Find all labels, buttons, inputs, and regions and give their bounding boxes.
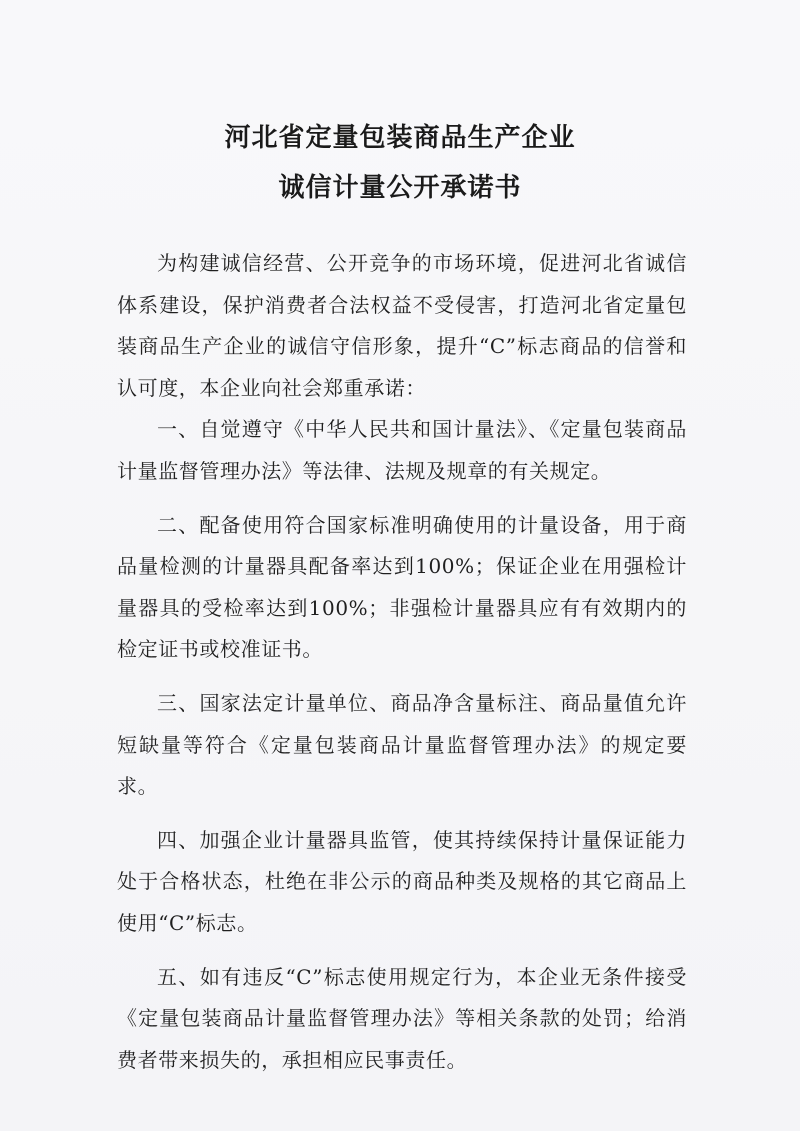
paragraph-intro: 为构建诚信经营、公开竞争的市场环境，促进河北省诚信体系建设，保护消费者合法权益不受侵害，打造河北省定量包装商品生产企业的诚信守信形象，提升“C”标志商品的信誉和认可度，本企业向社会郑重承诺： <box>117 251 687 400</box>
document-title-line1: 河北省定量包装商品生产企业 <box>224 123 576 153</box>
paragraph-item-1: 一、自觉遵守《中华人民共和国计量法》、《定量包装商品计量监督管理办法》等法律、法规及规章的有关规定。 <box>117 417 687 483</box>
paragraph-item-2: 二、配备使用符合国家标准明确使用的计量设备，用于商品量检测的计量器具配备率达到100%；保证企业在用强检计量器具的受检率达到100%；非强检计量器具应有有效期内的检定证书或校准证书。 <box>117 512 687 662</box>
paragraph-item-5: 五、如有违反“C”标志使用规定行为，本企业无条件接受《定量包装商品计量监督管理办法》等相关条款的处罚；给消费者带来损失的，承担相应民事责任。 <box>117 964 687 1072</box>
paragraph-item-3: 三、国家法定计量单位、商品净含量标注、商品量值允许短缺量等符合《定量包装商品计量监督管理办法》的规定要求。 <box>117 690 687 799</box>
document-body <box>117 243 687 1081</box>
paragraph-item-4: 四、加强企业计量器具监管，使其持续保持计量保证能力处于合格状态，杜绝在非公示的商品种类及规格的其它商品上使用“C”标志。 <box>117 827 687 935</box>
document-title-line2: 诚信计量公开承诺书 <box>278 173 522 203</box>
